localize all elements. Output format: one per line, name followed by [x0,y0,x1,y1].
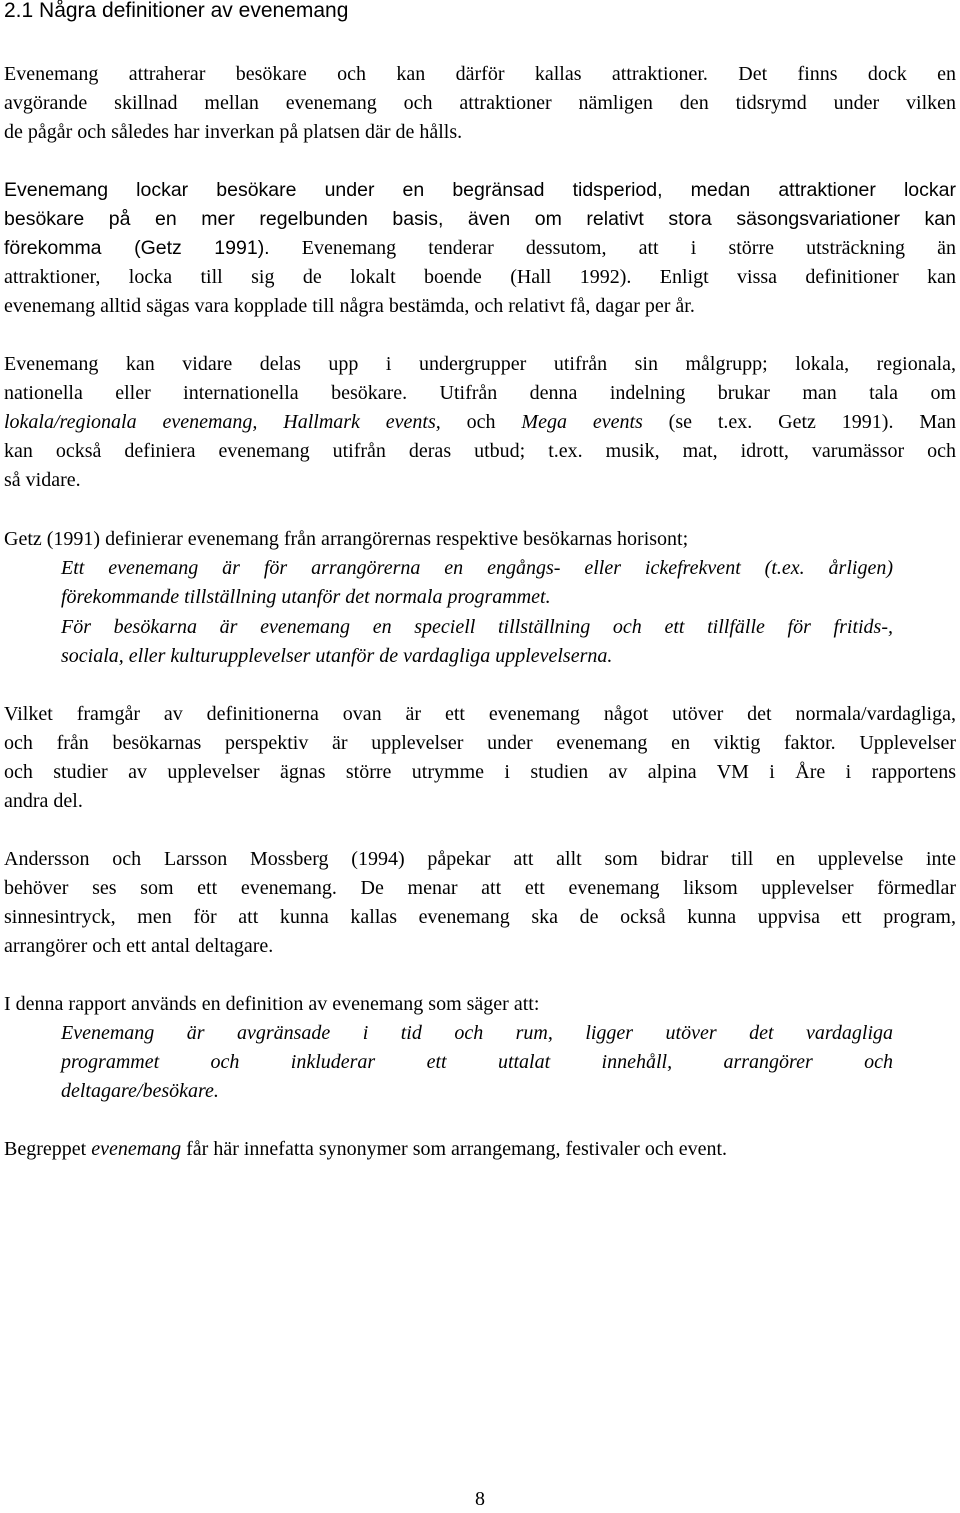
section-heading: 2.1 Några definitioner av evenemang [4,0,349,22]
paragraph-line: nationella eller internationella besökare. Utifrån denna indelning brukar man tala om [4,382,956,404]
italic-term: evenemang [91,1138,182,1160]
quote-line: Evenemang är avgränsade i tid och rum, ligger utöver det vardagliga [61,1022,893,1044]
quote-organizers [61,554,893,612]
quote-definition [61,1019,893,1106]
quote-visitors [61,613,893,671]
paragraph-line: Getz (1991) definierar evenemang från arrangörernas respektive besökarnas horisont; [4,528,689,550]
paragraph-line [4,234,956,263]
paragraph-text: (se t.ex. Getz 1991). Man [642,411,956,433]
paragraph-line: attraktioner, locka till sig de lokalt boende (Hall 1992). Enligt vissa definitioner kan [4,266,956,288]
quote-line: sociala, eller kulturupplevelser utanför de vardagliga upplevelserna. [61,645,613,667]
paragraph-line: och studier av upplevelser ägnas större utrymme i studien av alpina VM i Åre i rapportens [4,761,956,783]
paragraph-getz [4,525,956,554]
paragraph-text: och [440,411,522,433]
paragraph-duration [4,176,956,321]
paragraph-line: Evenemang attraherar besökare och kan därför kallas attraktioner. Det finns dock en [4,63,956,85]
paragraph-line [4,408,956,437]
paragraph-andersson [4,845,956,961]
paragraph-line: Evenemang kan vidare delas upp i undergrupper utifrån sin målgrupp; lokala, regionala, [4,353,956,375]
paragraph-synonyms [4,1135,956,1164]
page-number: 8 [475,1488,485,1510]
paragraph-line: de pågår och således har inverkan på platsen där de hålls. [4,121,463,143]
paragraph-text: förekomma (Getz 1991). [4,237,270,259]
paragraph-line [4,1135,956,1164]
paragraph-line: Evenemang lockar besökare under en begränsad tidsperiod, medan attraktioner lockar [4,179,956,201]
paragraph-line: Vilket framgår av definitionerna ovan är ett evenemang något utöver det normala/vardagliga, [4,703,956,725]
paragraph-line: evenemang alltid sägas vara kopplade till några bestämda, och relativt få, dagar per år. [4,295,695,317]
paragraph-line: I denna rapport används en definition av evenemang som säger att: [4,993,540,1015]
paragraph-line: avgörande skillnad mellan evenemang och attraktioner nämligen den tidsrymd under vilken [4,92,956,114]
paragraph-line: sinnesintryck, men för att kunna kallas evenemang ska de också kunna uppvisa ett program, [4,906,956,928]
paragraph-definition-intro [4,990,956,1019]
paragraph-line: kan också definiera evenemang utifrån deras utbud; t.ex. musik, mat, idrott, varumässor och [4,440,956,462]
paragraph-experiences [4,700,956,816]
quote-line: programmet och inkluderar ett uttalat innehåll, arrangörer och [61,1051,893,1073]
quote-line: Ett evenemang är för arrangörerna en engångs- eller ickefrekvent (t.ex. årligen) [61,557,893,579]
paragraph-line: arrangörer och ett antal deltagare. [4,935,274,957]
paragraph-text: får här innefatta synonymer som arrangemang, festivaler och event. [181,1138,728,1160]
paragraph-intro [4,60,956,147]
paragraph-text: Begreppet [4,1138,92,1160]
quote-line: För besökarna är evenemang en speciell tillställning och ett tillfälle för fritids-, [61,616,893,638]
paragraph-line: Andersson och Larsson Mossberg (1994) påpekar att allt som bidrar till en upplevelse inte [4,848,956,870]
paragraph-line: och från besökarnas perspektiv är upplevelser under evenemang en viktig faktor. Upplevelser [4,732,956,754]
paragraph-line: besökare på en mer regelbunden basis, även om relativt stora säsongsvariationer kan [4,208,956,230]
paragraph-subgroups [4,350,956,495]
paragraph-line: så vidare. [4,469,81,491]
italic-term: lokala/regionala evenemang, Hallmark events, [4,411,441,433]
italic-term: Mega events [521,411,643,433]
paragraph-line: behöver ses som ett evenemang. De menar att ett evenemang liksom upplevelser förmedlar [4,877,956,899]
paragraph-line: andra del. [4,790,83,812]
paragraph-text: Evenemang tenderar dessutom, att i större utsträckning än [269,237,956,259]
quote-line: deltagare/besökare. [61,1080,219,1102]
quote-line: förekommande tillställning utanför det normala programmet. [61,586,551,608]
